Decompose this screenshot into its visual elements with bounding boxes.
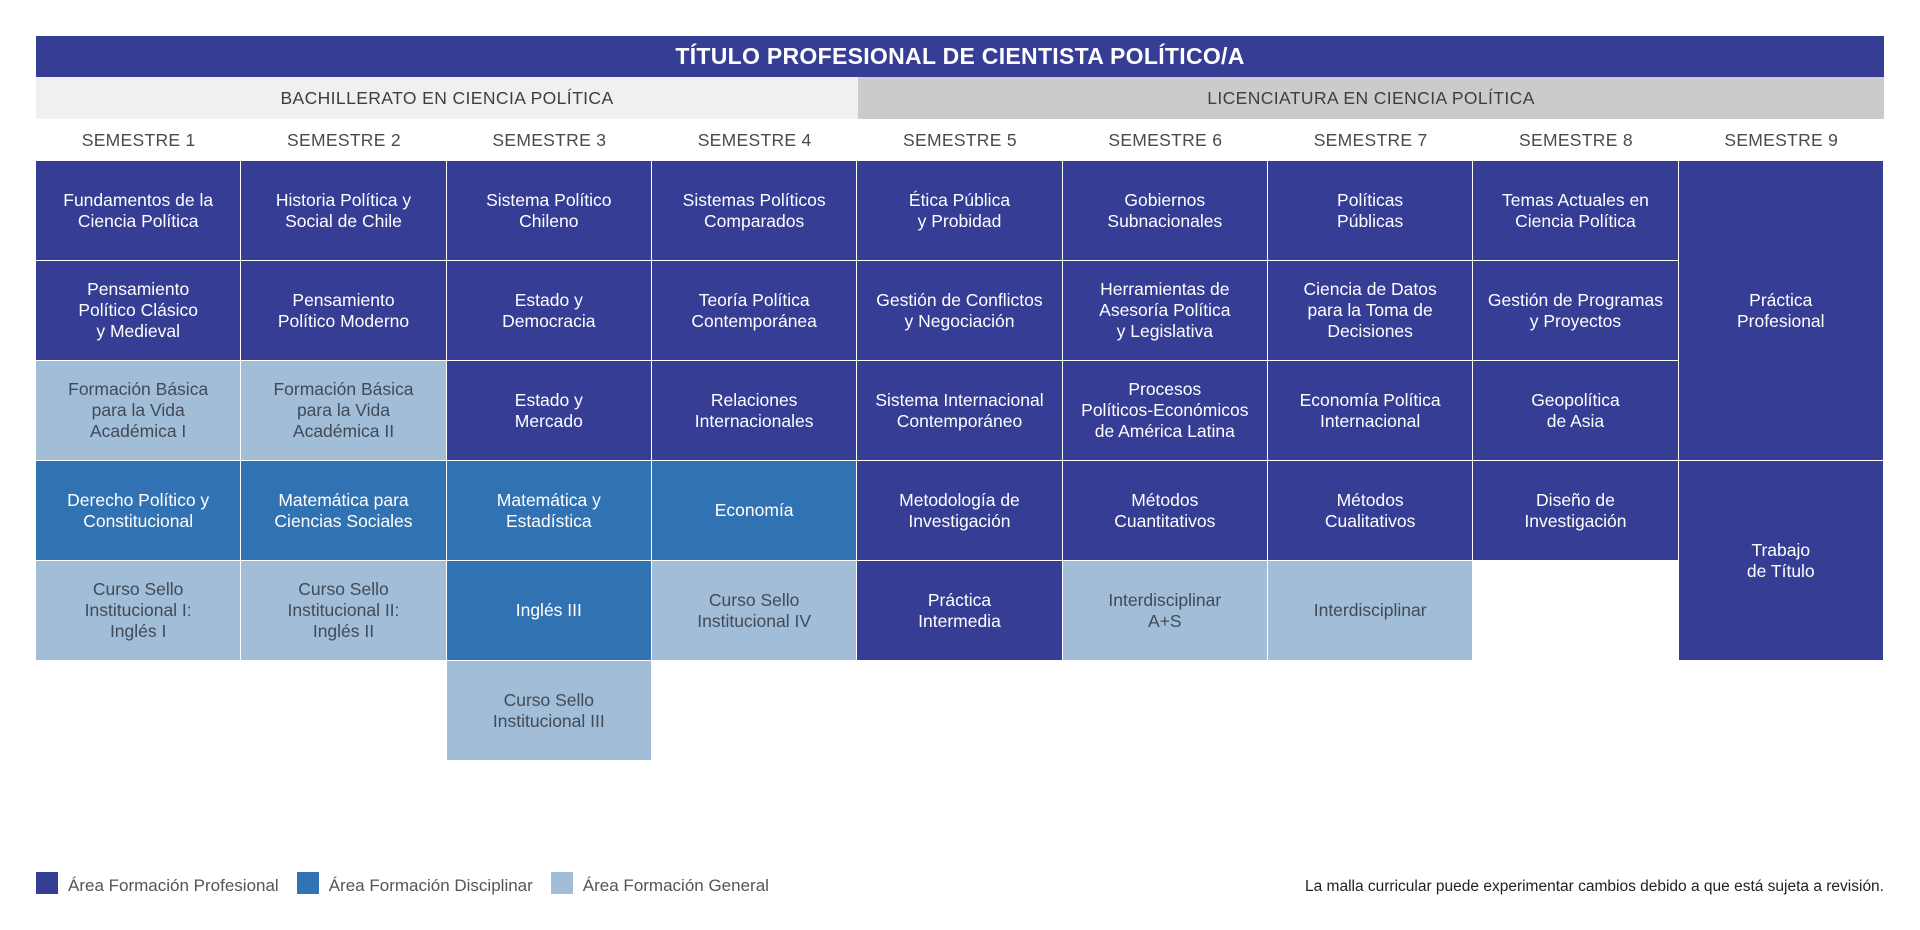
course-cell: Sistema Político Chileno [447,161,651,260]
course-cell: Práctica Intermedia [857,561,1061,660]
course-cell: Diseño de Investigación [1473,461,1677,560]
footnote: La malla curricular puede experimentar cambios debido a que está sujeta a revisión. [1305,878,1884,895]
semester-header: SEMESTRE 8 [1519,129,1633,150]
course-cell: Relaciones Internacionales [652,361,856,460]
course-cell: Métodos Cualitativos [1268,461,1472,560]
legend-label: Área Formación Profesional [68,876,279,895]
course-cell: Interdisciplinar [1268,561,1472,660]
course-cell: Políticas Públicas [1268,161,1472,260]
course-cell: Pensamiento Político Moderno [241,261,445,360]
course-cell: Herramientas de Asesoría Política y Legislativa [1063,261,1267,360]
course-cell: Métodos Cuantitativos [1063,461,1267,560]
course-cell: Sistemas Políticos Comparados [652,161,856,260]
course-cell: Estado y Mercado [447,361,651,460]
legend-item-general [551,875,769,897]
course-cell: Estado y Democracia [447,261,651,360]
course-cell: Formación Básica para la Vida Académica I [36,361,240,460]
course-cell: Gestión de Programas y Proyectos [1473,261,1677,360]
course-cell: Interdisciplinar A+S [1063,561,1267,660]
legend-label: Área Formación General [582,876,769,895]
course-cell: Curso Sello Institucional IV [652,561,856,660]
semester-header: SEMESTRE 5 [903,129,1017,150]
course-cell: Derecho Político y Constitucional [36,461,240,560]
course-cell: Sistema Internacional Contemporáneo [857,361,1061,460]
course-cell: Geopolítica de Asia [1473,361,1677,460]
course-cell: Práctica Profesional [1679,161,1883,460]
course-cell: Procesos Políticos-Económicos de América Latina [1063,361,1267,460]
course-cell: Curso Sello Institucional II: Inglés II [241,561,445,660]
legend-label: Área Formación Disciplinar [328,876,533,895]
course-cell: Economía [652,461,856,560]
course-cell: Inglés III [447,561,651,660]
course-cell: Formación Básica para la Vida Académica II [241,361,445,460]
legend [36,874,787,898]
semester-header: SEMESTRE 2 [287,129,401,150]
legend-item-profesional [36,875,279,897]
course-cell: Economía Política Internacional [1268,361,1472,460]
semester-header: SEMESTRE 6 [1108,129,1223,150]
semester-header: SEMESTRE 1 [81,129,196,150]
course-cell: Temas Actuales en Ciencia Política [1473,161,1677,260]
course-cell: Curso Sello Institucional III [447,661,651,760]
course-cell: Matemática y Estadística [447,461,651,560]
course-cell: Metodología de Investigación [857,461,1061,560]
legend-swatch-profesional [36,872,58,894]
program-licenciatura: LICENCIATURA EN CIENCIA POLÍTICA [858,77,1884,119]
course-cell: Ética Pública y Probidad [857,161,1061,260]
legend-swatch-disciplinar [297,872,319,894]
semester-header: SEMESTRE 9 [1724,129,1839,150]
course-cell: Gestión de Conflictos y Negociación [857,261,1061,360]
legend-swatch-general [551,872,573,894]
semester-header: SEMESTRE 3 [492,129,607,150]
semester-header: SEMESTRE 4 [697,129,812,150]
semester-header: SEMESTRE 7 [1313,129,1428,150]
course-cell: Teoría Política Contemporánea [652,261,856,360]
degree-title: TÍTULO PROFESIONAL DE CIENTISTA POLÍTICO/A [36,36,1884,77]
course-cell: Matemática para Ciencias Sociales [241,461,445,560]
course-cell: Curso Sello Institucional I: Inglés I [36,561,240,660]
course-cell: Pensamiento Político Clásico y Medieval [36,261,240,360]
course-cell: Gobiernos Subnacionales [1063,161,1267,260]
legend-item-disciplinar [297,875,533,897]
course-cell: Historia Política y Social de Chile [241,161,445,260]
course-cell: Trabajo de Título [1679,461,1883,660]
course-cell: Fundamentos de la Ciencia Política [36,161,240,260]
program-bachillerato: BACHILLERATO EN CIENCIA POLÍTICA [36,77,858,119]
course-cell: Ciencia de Datos para la Toma de Decisiones [1268,261,1472,360]
